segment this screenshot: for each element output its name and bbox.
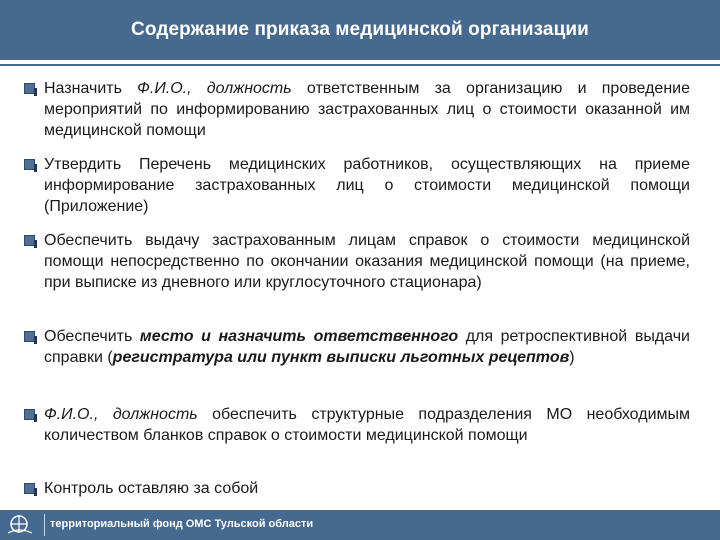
text-run: Ф.И.О., должность <box>137 80 292 97</box>
list-item <box>24 230 690 293</box>
text-run: место и назначить ответственного <box>139 328 459 345</box>
list-item <box>24 404 690 446</box>
text-run: ) <box>569 349 575 366</box>
page-title: Содержание приказа медицинской организации <box>131 19 589 40</box>
text-run: Контроль оставляю за собой <box>44 480 259 497</box>
checkbox-bullet-icon <box>24 159 35 170</box>
text-run: Ф.И.О., должность <box>44 406 198 423</box>
list-item <box>24 154 690 217</box>
text-run: регистратура или пункт выписки льготных рецептов <box>112 349 570 366</box>
checkbox-bullet-icon <box>24 83 35 94</box>
footer-text: территориальный фонд ОМС Тульской области <box>50 518 314 530</box>
checkbox-bullet-icon <box>24 331 35 342</box>
title-bar <box>0 0 720 60</box>
list-item-text <box>44 406 690 444</box>
text-run: Обеспечить выдачу застрахованным лицам справок о стоимости медицинской помощи непосредственно по окончании оказания медицинской помощи (на приеме, при выписке из дневного или круглосуточного стационара) <box>44 232 690 291</box>
text-run: Назначить <box>44 80 138 97</box>
list-item <box>24 78 690 141</box>
checkbox-bullet-icon <box>24 409 35 420</box>
checkbox-bullet-icon <box>24 483 35 494</box>
list-item-text <box>44 328 690 366</box>
list-item-text <box>44 232 690 291</box>
text-run: обеспечить структурные подразделения МО необходимым количеством бланков справок о стоимости медицинской помощи <box>44 406 691 444</box>
title-underline <box>0 64 720 66</box>
list-item-text <box>44 480 258 497</box>
text-run: Обеспечить <box>44 328 140 345</box>
tfoms-emblem-icon <box>6 513 36 537</box>
text-run: Утвердить Перечень медицинских работников, осуществляющих на приеме информирование застрахованных лиц о стоимости медицинской помощи (Приложение) <box>44 156 690 215</box>
text-run: для ретроспективной выдачи справки ( <box>44 328 690 366</box>
checkbox-bullet-icon <box>24 235 35 246</box>
list-item <box>24 326 690 368</box>
list-item <box>24 478 690 499</box>
text-run: ответственным за организацию и проведение мероприятий по информированию застрахованных лиц о стоимости оказанной им медицинской помощи <box>44 80 690 139</box>
list-item-text <box>44 80 690 139</box>
footer-bar <box>0 510 720 540</box>
list-item-text <box>44 156 690 215</box>
footer-divider <box>44 514 45 536</box>
